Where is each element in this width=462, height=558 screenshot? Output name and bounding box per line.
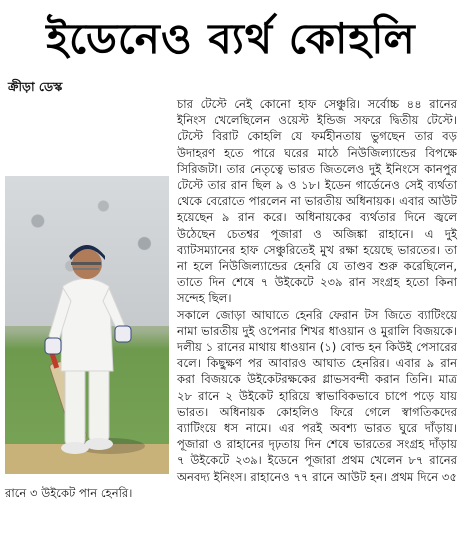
- batsman-figure: [5, 176, 169, 474]
- headline: ইডেনেও ব্যর্থ কোহলি: [46, 14, 416, 63]
- paragraph-1: চার টেস্টে নেই কোনো হাফ সেঞ্চুরি। সর্বোচ্চ ৪৪ রানের ইনিংস খেলেছিলেন ওয়েস্ট ইন্ডিজ সফরে দ্বিতীয় টেস্টে। টেস্টে বিরাট কোহলি যে ফর্মহীনতায় ভুগছেন তার বড় উদাহরণ হতে পারে ঘরের মাঠে নিউজিল্যান্ডের বিপক্ষে সিরিজটা। তার নেতৃত্বে ভারত জিতলেও দুই ইনিংসে কানপুর টেস্টে তার রান ছিল ৯ ও ১৮। ইডেন গার্ডেনেও সেই ব্যর্থতা থেকে বেরোতে পারলেন না ভারতীয় অধিনায়ক। এবার আউট হয়েছেন ৯ রান করে। অধিনায়কের ব্যর্থতার দিনে জ্বলে উঠেছেন চেতশ্বর পূজারা ও অজিঙ্কা রাহানে। এ দুই ব্যাটসম্যানের হাফ সেঞ্চুরিতেই মুখ রক্ষা হয়েছে ভারতের। তা না হলে নিউজিল্যান্ডের হেনরি যে তাণ্ডব শুরু করেছিলেন, তাতে দিন শেষে ৭ উইকেটে ২৩৯ রান সংগ্রহ হতো কিনা সন্দেহ ছিল।: [177, 97, 457, 306]
- byline: ক্রীড়া ডেস্ক: [8, 79, 63, 94]
- paragraph-2: সকালে জোড়া আঘাতে হেনরি ফেরান টস জিতে ব্যাটিংয়ে নামা ভারতীয় দুই ওপেনার শিখর ধাওয়ান ও মুরালি বিজয়কে। দলীয় ১ রানের মাথায় ধাওয়ান (১) বোল্ড হন কিউই পেসারের বলে। কিছুক্ষণ পর আবারও আঘাত হেনরির। এবার ৯ রান করা বিজয়কে উইকেটরক্ষকের গ্লাভসবন্দী করান তিনি। মাত্র ২৮ রানে ২ উইকেট হারিয়ে স্বাভাবিকভাবে চাপে পড়ে যায় ভারত। অধিনায়ক কোহলিও ফিরে গেলে স্বাগতিকদের ব্যাটিংয়ে ধস নামে। এর পরই অবশ্য ভারত ঘুরে দাঁড়ায়। পূজারা ও রাহানের দৃঢ়তায় দিন শেষে ভারতের সংগ্রহ দাঁড়ায় ৭ উইকেটে ২৩৯। ইডেনে পূজারা প্রথম খেলেন ৮৭ রানের অনবদ্য ইনিংস। রাহানেও ৭৭ রানে আউট হন। প্রথম দিনে ৩৫ রানে ৩ উইকেট পান হেনরি।: [5, 307, 457, 500]
- cricketer-photo: [5, 176, 169, 474]
- clipped-top-line: [0, 0, 462, 10]
- article-body: [5, 96, 457, 552]
